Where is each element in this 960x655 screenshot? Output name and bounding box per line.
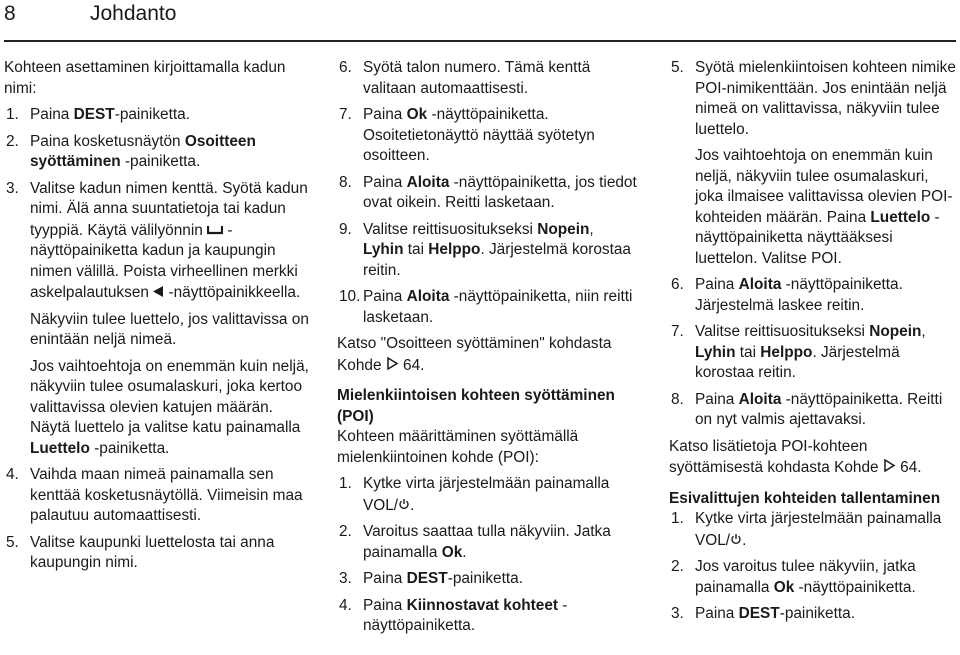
list-item: 6. Syötä talon numero. Tämä kenttä valitaan automaattisesti. [339, 59, 591, 97]
header-rule [4, 40, 956, 42]
list-item: 1. Kytke virta järjestelmään painamalla VOL/ . [671, 510, 942, 549]
step-note: Jos vaihtoehtoja on enemmän kuin neljä, näkyviin tulee osumalaskuri, joka kertoo valittavissa olevien katujen määrän. Näytä luettelo ja valitse katu painamalla Luettelo -painiketta. [30, 357, 309, 457]
intro-text: Kohteen asettaminen kirjoittamalla kadun nimi: [4, 59, 286, 97]
list-item: 3. Paina DEST-painiketta. [339, 570, 523, 587]
list-item: 6. Paina Aloita -näyttöpainiketta. Järjestelmä laskee reitin. [671, 276, 903, 314]
page-header [0, 0, 960, 44]
cross-reference-link[interactable]: Katso lisätietoja POI-kohteen syöttämisestä kohdasta Kohde 64. [669, 437, 922, 476]
section-heading: Esivalittujen kohteiden tallentaminen [669, 489, 941, 507]
column-3 [669, 58, 959, 631]
list-item: 5. Syötä mielenkiintoisen kohteen nimike POI-nimikenttään. Jos enintään neljä nimeä on valittavissa, näkyviin tulee luettelo. [671, 59, 956, 138]
list-item: 10. Paina Aloita -näyttöpainiketta, niin reitti lasketaan. [339, 288, 633, 326]
list-item: 2. Varoitus saattaa tulla näkyviin. Jatka painamalla Ok. [339, 523, 611, 561]
list-item: 9. Valitse reittisuositukseksi Nopein, Lyhin tai Helppo. Järjestelmä korostaa reitin. [339, 220, 631, 279]
list-item: 4. Paina Kiinnostavat kohteet -näyttöpainiketta. [339, 596, 568, 634]
list-item: 5. Valitse kaupunki luettelosta tai anna kaupungin nimi. [6, 533, 275, 571]
page-reference-icon [386, 357, 399, 373]
power-icon [398, 497, 410, 513]
list-item: 8. Paina Aloita -näyttöpainiketta, jos tiedot ovat oikein. Reitti lasketaan. [339, 173, 637, 211]
column-2 [337, 58, 637, 643]
cross-reference-link[interactable]: Katso "Osoitteen syöttäminen" kohdasta Kohde 64. [337, 335, 612, 374]
column-1 [4, 58, 309, 580]
power-icon [730, 532, 742, 548]
list-item: 7. Paina Ok -näyttöpainiketta. Osoitetietonäyttö näyttää syötetyn osoitteen. [339, 106, 595, 164]
list-item: 2. Jos varoitus tulee näkyviin, jatka painamalla Ok -näyttöpainiketta. [671, 558, 916, 596]
list-item: 4. Vaihda maan nimeä painamalla sen kenttää kosketusnäytöllä. Viimeisin maa palautuu automaattisesti. [6, 466, 303, 524]
list-item: 7. Valitse reittisuositukseksi Nopein, Lyhin tai Helppo. Järjestelmä korostaa reitin. [671, 323, 926, 381]
list-item: 8. Paina Aloita -näyttöpainiketta. Reitti on nyt valmis ajettavaksi. [671, 390, 943, 428]
space-key-icon [207, 222, 223, 238]
page-reference-icon [883, 459, 896, 475]
step-note: Näkyviin tulee luettelo, jos valittavissa on enintään neljä nimeä. [30, 310, 309, 348]
section-heading: Mielenkiintoisen kohteen syöttäminen (POI) [337, 387, 615, 425]
list-item: 3. Valitse kadun nimen kenttä. Syötä kadun nimi. Älä anna suuntatietoja tai kadun tyyppiä. Käytä välilyönnin -näyttöpainiketta kadun ja kaupungin nimen välillä. Poista virheellinen merkki askelpalautuksen -näyttöpainikkeella. [6, 179, 308, 301]
page-number: 8 [4, 2, 16, 25]
list-item: 1. Paina DEST-painiketta. [6, 106, 190, 123]
backspace-icon [153, 284, 164, 300]
section-intro: Kohteen määrittäminen syöttämällä mielenkiintoinen kohde (POI): [337, 428, 579, 466]
list-item: 1. Kytke virta järjestelmään painamalla VOL/ . [339, 475, 610, 514]
list-item: 2. Paina kosketusnäytön Osoitteen syöttäminen -painiketta. [6, 132, 256, 170]
step-note: Jos vaihtoehtoja on enemmän kuin neljä, näkyviin tulee osumalaskuri, joka ilmaisee valittavissa olevien POI-kohteiden määrän. Paina Luettelo -näyttöpainiketta näyttääksesi luettelon. Valitse POI. [695, 147, 953, 267]
chapter-title: Johdanto [90, 2, 177, 25]
list-item: 3. Paina DEST-painiketta. [671, 605, 855, 622]
